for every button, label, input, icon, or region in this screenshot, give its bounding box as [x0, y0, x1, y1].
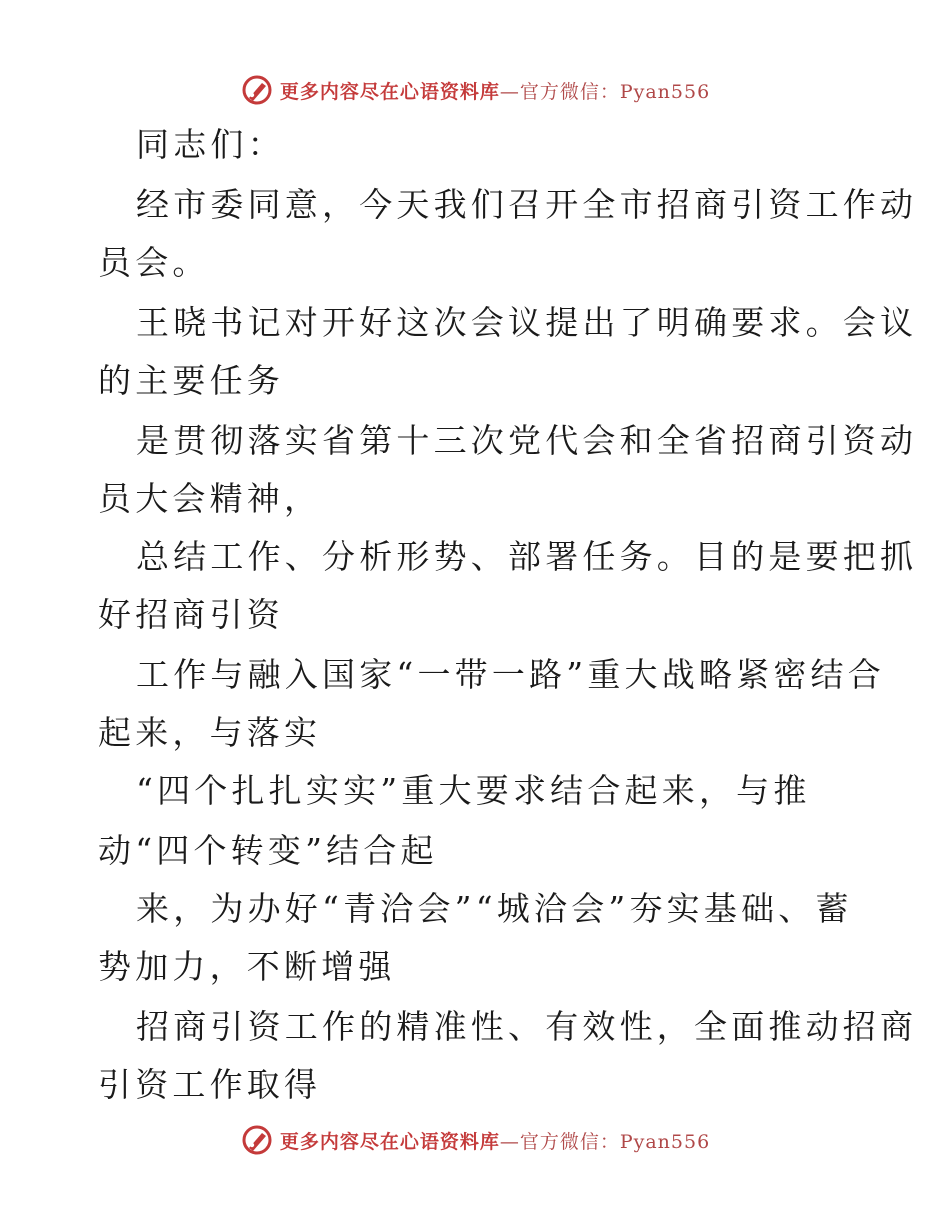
watermark-text: 更多内容尽在心语资料库—官方微信：Pyan556	[279, 1130, 711, 1153]
text-line: 王晓书记对开好这次会议提出了明确要求。会议	[136, 303, 918, 342]
text-line: 总结工作、分析形势、部署任务。目的是要把抓	[136, 537, 918, 576]
text-line: 势加力，不断增强	[98, 947, 396, 986]
text-line: 起来，与落实	[98, 713, 322, 752]
text-line: 员会。	[98, 243, 210, 282]
text-line: 的主要任务	[98, 361, 284, 400]
text-line: 来，为办好“青洽会”“城洽会”夯实基础、蓄	[136, 889, 853, 928]
text-line: 员大会精神，	[98, 479, 322, 518]
text-line: 动“四个转变”结合起	[98, 831, 438, 870]
text-line: 工作与融入国家“一带一路”重大战略紧密结合	[136, 655, 885, 694]
top-watermark-banner	[0, 70, 950, 110]
text-line: 同志们：	[136, 125, 285, 164]
text-line: 引资工作取得	[98, 1065, 322, 1104]
text-line: 经市委同意，今天我们召开全市招商引资工作动	[136, 185, 918, 224]
text-line: “四个扎扎实实”重大要求结合起来，与推	[136, 771, 811, 810]
text-line: 是贯彻落实省第十三次党代会和全省招商引资动	[136, 421, 918, 460]
bottom-watermark-banner	[0, 1120, 950, 1160]
pen-circle-logo-icon	[240, 1123, 274, 1157]
watermark-text: 更多内容尽在心语资料库—官方微信：Pyan556	[279, 80, 711, 103]
text-line: 招商引资工作的精准性、有效性，全面推动招商	[136, 1007, 918, 1046]
text-line: 好招商引资	[98, 595, 284, 634]
pen-circle-logo-icon	[240, 73, 274, 107]
